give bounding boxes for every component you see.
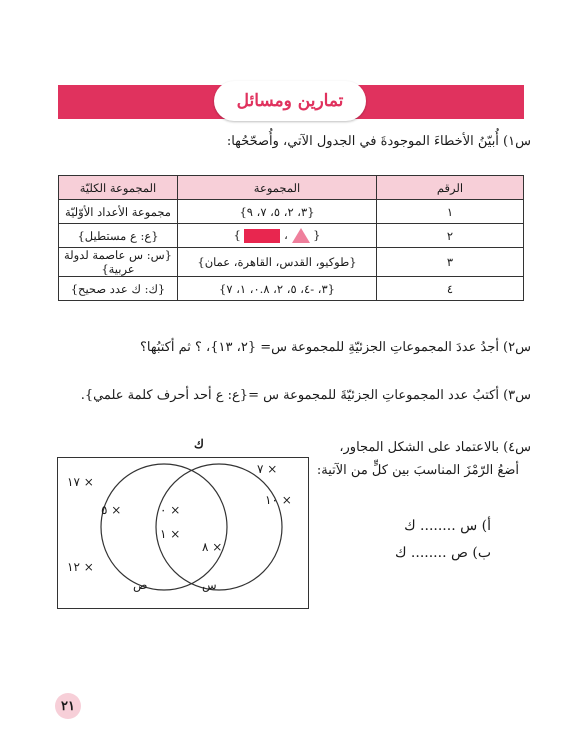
question-2: س٢) أجدُ عددَ المجموعاتِ الجزئيّةِ للمجموعة س= {٢، ١٣}، ؟ ثم أكتبُها؟	[139, 340, 531, 355]
cell-set: {٣، ٢، ٥، ٧، ٩}	[178, 200, 377, 224]
venn-point-5: ٥ ×	[101, 503, 122, 517]
venn-label-left: ص	[133, 578, 148, 592]
cell-number: ٣	[377, 248, 524, 277]
venn-circles	[57, 457, 309, 609]
question-4-line1: س٤) بالاعتماد على الشكل المجاور،	[339, 440, 531, 455]
table-row	[59, 277, 524, 301]
cell-universal: {ع: ع مستطيل}	[59, 224, 178, 248]
cell-number: ١	[377, 200, 524, 224]
header-set: المجموعة	[178, 176, 377, 200]
question-3: س٣) أكتبُ عدد المجموعاتِ الجزئيّةَ للمجموعة س ={ع: ع أحد أحرف كلمة علمي}.	[80, 388, 531, 403]
cell-universal: مجموعة الأعداد الأوّليّة	[59, 200, 178, 224]
title-pill	[214, 81, 366, 121]
venn-point-10: ١٠ ×	[265, 493, 292, 507]
question-4b: ب) ص ........ ك	[394, 545, 491, 561]
cell-number: ٤	[377, 277, 524, 301]
cell-set: {طوكيو، القدس، القاهرة، عمان}	[178, 248, 377, 277]
shapes-set: { ، }	[233, 227, 321, 242]
universal-label: ك	[194, 437, 204, 451]
venn-point-0: ٠ ×	[160, 503, 181, 517]
question-4-line2: أضعُ الرّمْزَ المناسبَ بين كلٍّ من الآتية:	[316, 463, 519, 478]
venn-point-17: ١٧ ×	[67, 475, 94, 489]
table-row	[59, 248, 524, 277]
header-universal: المجموعة الكليّة	[59, 176, 178, 200]
errors-table	[58, 175, 524, 301]
venn-point-7: ٧ ×	[257, 462, 278, 476]
table-row	[59, 224, 524, 248]
table-header-row	[59, 176, 524, 200]
cell-set-shapes	[178, 224, 377, 248]
header-number: الرقم	[377, 176, 524, 200]
question-4a: أ) س ........ ك	[404, 518, 491, 534]
venn-label-right: س	[202, 578, 217, 592]
page-title: تمارين ومسائل	[236, 91, 344, 111]
cell-number: ٢	[377, 224, 524, 248]
cell-universal: {ك: ك عدد صحيح}	[59, 277, 178, 301]
triangle-icon	[292, 228, 310, 243]
cell-universal: {س: س عاصمة لدولة عربية}	[59, 248, 178, 277]
page-number: ٢١	[55, 693, 81, 719]
table-row	[59, 200, 524, 224]
venn-point-1: ١ ×	[160, 527, 181, 541]
venn-point-8: ٨ ×	[202, 540, 223, 554]
venn-point-12: ١٢ ×	[67, 560, 94, 574]
rectangle-icon	[244, 229, 280, 243]
question-1: س١) أُبيّنُ الأخطاءَ الموجودةَ في الجدول الآتي، وأُصحّحُها:	[226, 134, 531, 149]
cell-set: {٣، -٤، ٥، ٢، ٠.٨، ١، ٧}	[178, 277, 377, 301]
